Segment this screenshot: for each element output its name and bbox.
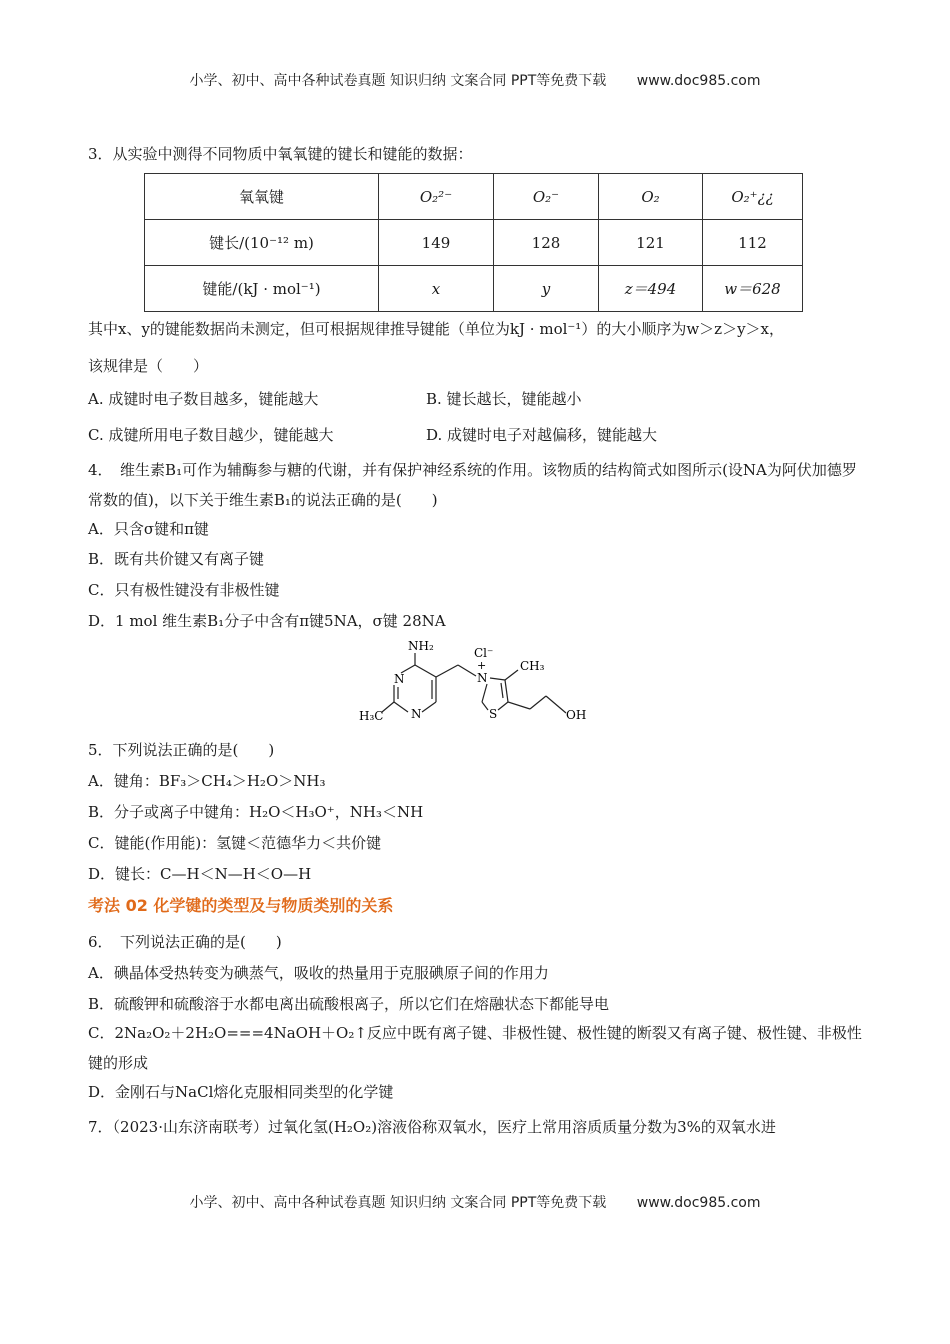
header-text: 小学、初中、高中各种试卷真题 知识归纳 文案合同 PPT等免费下载 [189, 73, 607, 89]
table-header-cell: O₂⁺¿¿ [703, 174, 803, 220]
q6-option-d: D．金刚石与NaCl熔化克服相同类型的化学键 [88, 1083, 394, 1101]
q5-option-c: C．键能(作用能)：氢键＜范德华力＜共价键 [88, 834, 382, 852]
q4-option-d: D．1 mol 维生素B₁分子中含有π键5NA，σ键 28NA [88, 612, 446, 630]
ch3-label: CH₃ [520, 659, 545, 673]
table-header-cell: O₂²⁻ [379, 174, 494, 220]
q3-option-c: C. 成键所用电子数目越少，键能越大 [88, 426, 334, 444]
footer-text: 小学、初中、高中各种试卷真题 知识归纳 文案合同 PPT等免费下载 [189, 1195, 607, 1211]
table-cell: 121 [599, 220, 703, 266]
table-cell: y [494, 266, 599, 312]
q7-stem: 7．（2023·山东济南联考）过氧化氢(H₂O₂)溶液俗称双氧水，医疗上常用溶质质量分数为3%的双氧水进 [88, 1118, 776, 1136]
q3-option-a: A. 成键时电子数目越多，键能越大 [88, 390, 319, 408]
q3-option-d: D. 成键时电子对越偏移，键能越大 [426, 426, 658, 444]
page-footer [0, 1192, 950, 1212]
q6-option-b: B．硫酸钾和硫酸溶于水都电离出硫酸根离子，所以它们在熔融状态下都能导电 [88, 995, 610, 1013]
q3-line1: 其中x、y的键能数据尚未测定，但可根据规律推导键能（单位为kJ · mol⁻¹）的大小顺序为w＞z＞y＞x， [88, 320, 785, 338]
section-title: 考法 02 化学键的类型及与物质类别的关系 [88, 896, 394, 915]
n-label: N [411, 707, 422, 721]
q5-option-a: A．键角：BF₃＞CH₄＞H₂O＞NH₃ [88, 772, 326, 790]
nh2-label: NH₂ [408, 639, 434, 653]
table-cell: x [379, 266, 494, 312]
q5-option-b: B．分子或离子中键角：H₂O＜H₃O⁺，NH₃＜NH [88, 803, 424, 821]
footer-site: www.doc985.com [636, 1195, 761, 1211]
q3-stem: 3．从实验中测得不同物质中氧氧键的键长和键能的数据： [88, 145, 473, 163]
table-header-cell: O₂ [599, 174, 703, 220]
h3c-label: H₃C [359, 709, 384, 723]
s-label: S [489, 707, 498, 721]
q5-stem: 5．下列说法正确的是( ) [88, 741, 275, 759]
q6-stem: 6． 下列说法正确的是( ) [88, 933, 282, 951]
table-cell: 149 [379, 220, 494, 266]
n-label: N [477, 671, 488, 685]
q3-line2: 该规律是（ ） [88, 357, 209, 375]
q5-option-d: D．键长：C—H＜N—H＜O—H [88, 865, 312, 883]
plus-charge: + [477, 659, 487, 672]
table-header-cell: O₂⁻ [494, 174, 599, 220]
page-header [0, 70, 950, 90]
q6-option-c: C．2Na₂O₂＋2H₂O===4NaOH＋O₂↑反应中既有离子键、非极性键、极性键的断裂又有离子键、极性键、非极性键的形成 [88, 1024, 862, 1072]
n-label: N [394, 672, 405, 686]
table-row-label: 键能/(kJ · mol⁻¹) [145, 266, 379, 312]
oh-label: OH [566, 708, 587, 722]
header-site: www.doc985.com [636, 73, 761, 89]
q3-option-b: B. 键长越长，键能越小 [426, 390, 582, 408]
chloride-label: Cl⁻ [474, 646, 494, 660]
table-cell: 128 [494, 220, 599, 266]
table-cell: w＝628 [703, 266, 803, 312]
q4-option-c: C．只有极性键没有非极性键 [88, 581, 280, 599]
q6-option-a: A．碘晶体受热转变为碘蒸气，吸收的热量用于克服碘原子间的作用力 [88, 964, 549, 982]
q4-stem: 4． 维生素B₁可作为辅酶参与糖的代谢，并有保护神经系统的作用。该物质的结构简式如图所示(设NA为阿伏加德罗常数的值)，以下关于维生素B₁的说法正确的是( ) [88, 461, 857, 509]
q4-option-b: B．既有共价键又有离子键 [88, 550, 265, 568]
vitamin-b1-structure [356, 636, 596, 736]
table-header-cell: 氧氧键 [145, 174, 379, 220]
table-cell: z＝494 [599, 266, 703, 312]
q4-option-a: A．只含σ键和π键 [88, 520, 209, 538]
table-cell: 112 [703, 220, 803, 266]
bond-data-table [144, 173, 803, 312]
table-row-label: 键长/(10⁻¹² m) [145, 220, 379, 266]
